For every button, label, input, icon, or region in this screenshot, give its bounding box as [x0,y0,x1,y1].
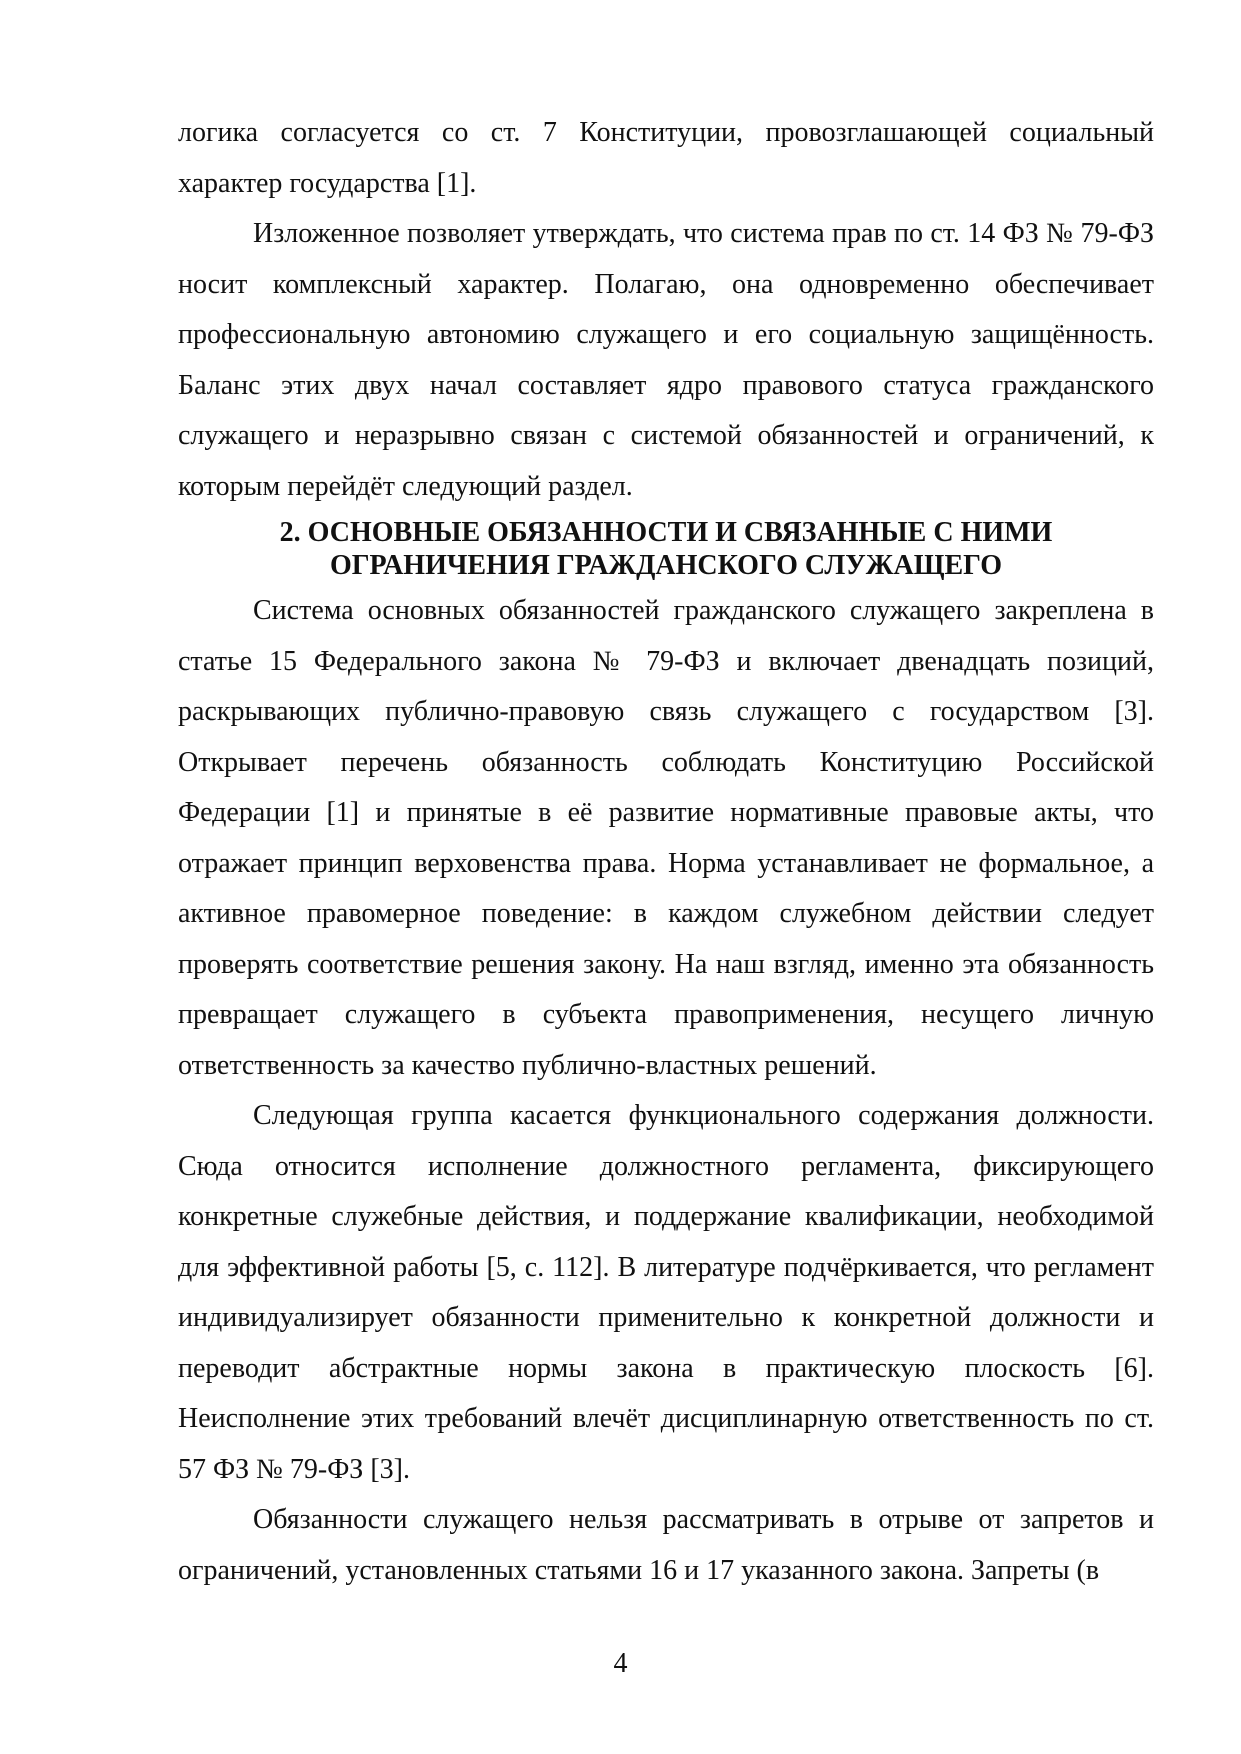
paragraph-prohibitions: Обязанности служащего нельзя рассматривать в отрыве от запретов и ограничений, установленных статьями 16 и 17 указанного закона. Запреты (в [178,1504,1154,1586]
paragraph-duties-system: Система основных обязанностей гражданского служащего закреплена в статье 15 Федерального закона № 79-ФЗ и включает двенадцать позиций, раскрывающих публично-правовую связь служащего с государством [3]. Открывает перечень обязанность соблюдать Конституцию Российской Федерации [1] и принятые в её развитие нормативные правовые акты, что отражает принцип верховенства права. Норма устанавливает не формальное, а активное правомерное поведение: в каждом служебном действии следует проверять соответствие решения закону. На наш взгляд, именно эта обязанность превращает служащего в субъекта правоприменения, несущего личную ответственность за качество публично-властных решений. [178,595,1154,1081]
paragraph-continuation: логика согласуется со ст. 7 Конституции, провозглашающей социальный характер государства [1]. [178,117,1154,199]
paragraph-rights-summary: Изложенное позволяет утверждать, что система прав по ст. 14 ФЗ № 79-ФЗ носит комплексный характер. Полагаю, она одновременно обеспечивает профессиональную автономию служащего и его социальную защищённость. Баланс этих двух начал составляет ядро правового статуса гражданского служащего и неразрывно связан с системой обязанностей и ограничений, к которым перейдёт следующий раздел. [178,218,1154,502]
section-heading-line-2: ОГРАНИЧЕНИЯ ГРАЖДАНСКОГО СЛУЖАЩЕГО [329,550,1003,581]
paragraph-functional-duties: Следующая группа касается функционального содержания должности. Сюда относится исполнение должностного регламента, фиксирующего конкретные служебные действия, и поддержание квалификации, необходимой для эффективной работы [5, с. 112]. В литературе подчёркивается, что регламент индивидуализирует обязанности применительно к конкретной должности и переводит абстрактные нормы закона в практическую плоскость [6]. Неисполнение этих требований влечёт дисциплинарную ответственность по ст. 57 ФЗ № 79-ФЗ [3]. [178,1100,1154,1485]
section-heading [178,516,1154,582]
document-page [178,108,1154,1596]
section-heading-line-1: 2. ОСНОВНЫЕ ОБЯЗАННОСТИ И СВЯЗАННЫЕ С НИМИ [279,517,1053,548]
page-number: 4 [613,1648,628,1679]
